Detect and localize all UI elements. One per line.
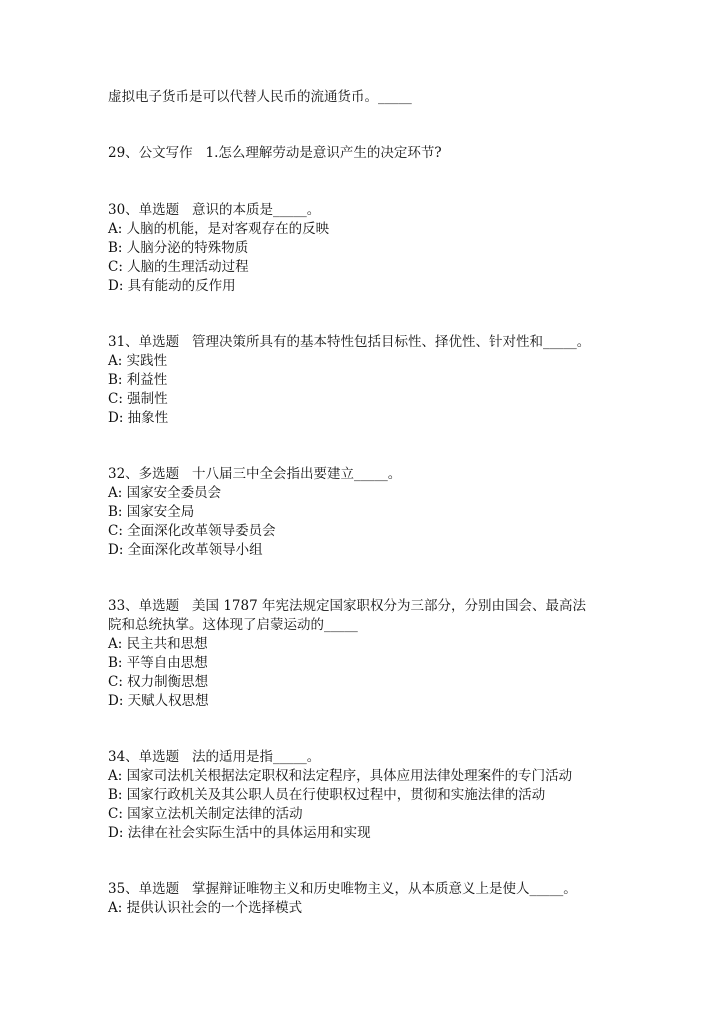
question-34-option-d: D: 法律在社会实际生活中的具体运用和实现 xyxy=(108,825,371,841)
question-34-header: 34、单选题 法的适用是指_____。 xyxy=(108,749,321,765)
question-30-option-b: B: 人脑分泌的特殊物质 xyxy=(108,240,249,256)
question-30-option-a: A: 人脑的机能，是对客观存在的反映 xyxy=(108,221,330,237)
question-31-option-a: A: 实践性 xyxy=(108,353,168,369)
question-31-option-c: C: 强制性 xyxy=(108,391,168,407)
question-33-option-a: A: 民主共和思想 xyxy=(108,636,208,652)
question-31-header: 31、单选题 管理决策所具有的基本特性包括目标性、择优性、针对性和_____。 xyxy=(108,334,591,350)
question-33-header-continued: 院和总统执掌。这体现了启蒙运动的_____ xyxy=(108,617,358,633)
question-31-option-d: D: 抽象性 xyxy=(108,410,169,426)
question-32-option-d: D: 全面深化改革领导小组 xyxy=(108,542,263,558)
question-34-option-c: C: 国家立法机关制定法律的活动 xyxy=(108,806,303,822)
question-33-header: 33、单选题 美国 1787 年宪法规定国家职权分为三部分，分别由国会、最高法 xyxy=(108,598,586,614)
question-30-option-d: D: 具有能动的反作用 xyxy=(108,278,236,294)
question-32-option-a: A: 国家安全委员会 xyxy=(108,485,222,501)
question-31-option-b: B: 利益性 xyxy=(108,372,168,388)
question-33-option-c: C: 权力制衡思想 xyxy=(108,674,209,690)
question-30-option-c: C: 人脑的生理活动过程 xyxy=(108,259,249,275)
question-35-option-a: A: 提供认识社会的一个选择模式 xyxy=(108,900,303,916)
question-34-option-b: B: 国家行政机关及其公职人员在行使职权过程中，贯彻和实施法律的活动 xyxy=(108,787,546,803)
question-35-header: 35、单选题 掌握辩证唯物主义和历史唯物主义，从本质意义上是使人_____。 xyxy=(108,881,577,897)
question-33-option-d: D: 天赋人权思想 xyxy=(108,693,209,709)
question-34-option-a: A: 国家司法机关根据法定职权和法定程序，具体应用法律处理案件的专门活动 xyxy=(108,768,573,784)
question-32-option-c: C: 全面深化改革领导委员会 xyxy=(108,523,276,539)
question-32-header: 32、多选题 十八届三中全会指出要建立_____。 xyxy=(108,466,402,482)
question-29-header: 29、公文写作 1.怎么理解劳动是意识产生的决定环节? xyxy=(108,145,442,161)
question-33-option-b: B: 平等自由思想 xyxy=(108,655,208,671)
question-32-option-b: B: 国家安全局 xyxy=(108,504,195,520)
intro-line: 虚拟电子货币是可以代替人民币的流通货币。_____ xyxy=(108,89,412,105)
question-30-header: 30、单选题 意识的本质是_____。 xyxy=(108,202,321,218)
